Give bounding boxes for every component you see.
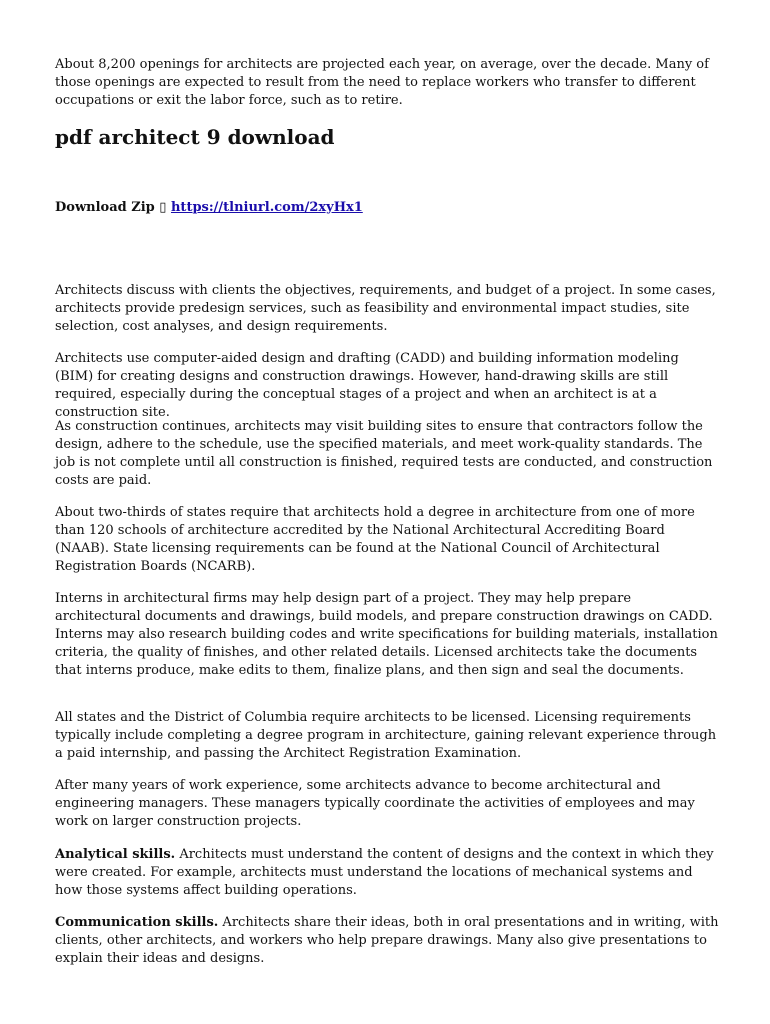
missing-glyph-icon: ▯: [159, 200, 167, 215]
intro-paragraph: About 8,200 openings for architects are projected each year, on average, over the decade. Many of those openings are expected to result from the need to replace workers who transfer to different occupations or exit the labor force, such as to retire.: [55, 57, 709, 108]
page-title: pdf architect 9 download: [55, 125, 335, 149]
download-line: [55, 199, 363, 217]
communication-skills-text: Architects share their ideas, both in oral presentations and in writing, with clients, other architects, and workers who help prepare drawings. Many also give presentations to explain their ideas and designs.: [55, 915, 719, 966]
paragraph-licensing: All states and the District of Columbia require architects to be licensed. Licensing requirements typically include completing a degree program in architecture, gaining relevant experience through a paid internship, and passing the Architect Registration Examination.: [55, 710, 717, 761]
paragraph-communication-skills: [55, 914, 720, 968]
paragraph-interns: Interns in architectural firms may help design part of a project. They may help prepare architectural documents and drawings, build models, and prepare construction drawings on CADD. Interns may also research building codes and write specifications for building materials, installation criteria, the quality of finishes, and other related details. Licensed architects take the documents that interns produce, make edits to them, finalize plans, and then sign and seal the documents.: [55, 591, 718, 678]
paragraph-construction: As construction continues, architects may visit building sites to ensure that contractors follow the design, adhere to the schedule, use the specified materials, and meet work-quality standards. The job is not complete until all construction is finished, required tests are conducted, and construction costs are paid.: [55, 419, 713, 488]
download-label: Download Zip: [55, 200, 155, 215]
paragraph-objectives: Architects discuss with clients the objectives, requirements, and budget of a project. In some cases, architects provide predesign services, such as feasibility and environmental impact studies, site selection, cost analyses, and design requirements.: [55, 283, 716, 334]
communication-skills-label: Communication skills.: [55, 915, 219, 930]
download-link[interactable]: https://tlniurl.com/2xyHx1: [170, 200, 363, 215]
analytical-skills-label: Analytical skills.: [55, 847, 176, 862]
paragraph-cadd: Architects use computer-aided design and drafting (CADD) and building information modeling (BIM) for creating designs and construction drawings. However, hand-drawing skills are still required, especially during the conceptual stages of a project and when an architect is at a construction site.: [55, 351, 679, 420]
paragraph-advancement: After many years of work experience, some architects advance to become architectural and engineering managers. These managers typically coordinate the activities of employees and may work on larger construction projects.: [55, 778, 695, 829]
analytical-skills-text: Architects must understand the content of designs and the context in which they were created. For example, architects must understand the locations of mechanical systems and how those systems affect building operations.: [55, 847, 714, 898]
paragraph-analytical-skills: [55, 846, 720, 900]
paragraph-degree: About two-thirds of states require that architects hold a degree in architecture from one of more than 120 schools of architecture accredited by the National Architectural Accrediting Board (NAAB). State licensing requirements can be found at the National Council of Architectural Registration Boards (NCARB).: [55, 505, 695, 574]
